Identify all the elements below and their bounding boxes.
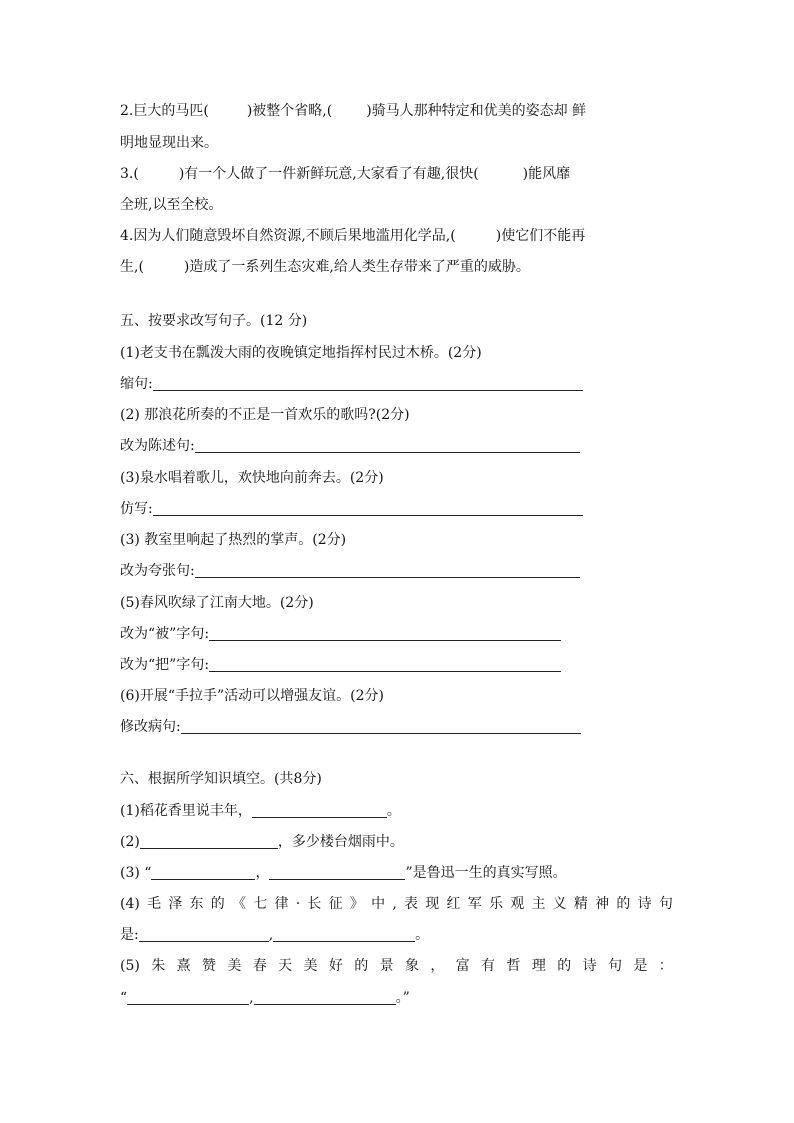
fill-poem-1 [120,801,680,821]
answer-line[interactable] [181,719,581,734]
rewrite-question-3: (3)泉水唱着歌儿，欢快地向前奔去。(2分) [120,470,384,486]
poem-char: 句 [658,896,673,912]
poem-char: ： [658,958,673,974]
poem-char: 义 [552,896,567,912]
poem-text: 。” [395,990,410,1006]
poem-char: 象 [404,958,419,974]
fill-poem-3 [120,863,680,883]
poem-char: 诗 [637,896,652,912]
poem-text: ，多少楼台烟雨中。 [277,834,404,850]
answer-line[interactable] [195,438,580,453]
question-4-2 [120,101,680,121]
question-text: 被整个省略, [252,103,327,119]
poem-char: 是 [633,958,648,974]
answer-label: 缩句: [120,376,153,392]
poem-char: 好 [328,958,343,974]
rewrite-question-6: (6)开展“手拉手”活动可以增强友谊。(2分) [120,688,384,704]
question-text: 造成了一系列生态灾难,给人类生存带来了严重的威胁。 [189,259,530,275]
answer-label: 改为“被”字句: [120,626,210,642]
poem-char: 美 [303,958,318,974]
answer-blank[interactable]: ( ) [133,166,185,182]
poem-char: 主 [531,896,546,912]
answer-row [120,374,680,394]
answer-line[interactable] [127,990,249,1005]
poem-text: (3) “ [120,865,152,881]
poem-char: 春 [252,958,267,974]
question-4-4 [120,226,680,246]
poem-char: ， [430,958,445,974]
poem-text: , [268,927,274,943]
question-number: 3. [120,166,134,182]
rewrite-question-4: (3) 教室里响起了热烈的掌声。(2分) [120,532,347,548]
answer-row [120,561,680,581]
question-text: 生, [120,259,139,275]
poem-text: ， [255,865,270,881]
rewrite-question-2: (2) 那浪花所奏的不正是一首欢乐的歌吗?(2分) [120,407,410,423]
question-text: 全班,以至全校。 [120,197,223,213]
answer-row [120,436,680,456]
poem-char: 诗 [582,958,597,974]
poem-char: 的 [616,896,631,912]
poem-text: ”是鲁迅一生的真实写照。 [405,865,567,881]
answer-line[interactable] [140,834,278,849]
question-text: 明地显现出来。 [120,135,218,151]
poem-char: 句 [607,958,622,974]
poem-text: “ [120,990,128,1006]
answer-line[interactable] [209,626,561,641]
question-text: 骑马人那种特定和优美的姿态却 鲜 [371,103,587,119]
poem-text: , [249,990,254,1006]
answer-row [120,624,680,644]
poem-char: 乐 [488,896,503,912]
rewrite-question-5: (5)春风吹绿了江南大地。(2分) [120,595,314,611]
poem-char: 景 [379,958,394,974]
answer-line[interactable] [151,865,255,880]
poem-text: 是: [120,927,139,943]
poem-char: 》 [349,896,364,912]
answer-label: 修改病句: [120,719,181,735]
poem-char: 哲 [506,958,521,974]
question-text: 有一个人做了一件新鲜玩意,大家看了有趣,很快 [184,166,474,182]
poem-char: 军 [467,896,482,912]
poem-text: 。 [415,927,430,943]
answer-blank[interactable]: ( ) [473,166,529,182]
fill-poem-2 [120,832,680,852]
answer-line[interactable] [252,803,387,818]
fill-poem-4-answer [120,925,680,945]
answer-row [120,717,680,737]
poem-char: 天 [278,958,293,974]
question-text: 使它们不能再 [501,228,586,244]
answer-label: 改为夸张句: [120,563,195,579]
poem-char: 美 [227,958,242,974]
answer-line[interactable] [195,563,580,578]
poem-char: 有 [481,958,496,974]
question-text: 因为人们随意毁坏自然资源,不顾后果地滥用化学品, [133,228,451,244]
section-6-heading: 六、根据所学知识填空。(共8分) [120,771,322,787]
poem-char: 的 [557,958,572,974]
rewrite-question-1: (1)老支书在瓢泼大雨的夜晚镇定地指挥村民过木桥。(2分) [120,345,482,361]
answer-line[interactable] [254,990,396,1005]
answer-row [120,655,680,675]
fill-poem-4 [120,894,673,914]
poem-char: 富 [455,958,470,974]
question-number: 4. [120,228,134,244]
answer-blank[interactable]: ( ) [326,103,372,119]
poem-char: 征 [328,896,343,912]
question-text: 能风靡 [528,166,571,182]
answer-label: 改为陈述句: [120,438,195,454]
question-text: 巨大的马匹 [133,103,204,119]
answer-blank[interactable]: ( ) [138,259,190,275]
question-4-3 [120,164,680,184]
poem-char: 中 [371,896,386,912]
poem-char: 精 [573,896,588,912]
poem-char: 《 [232,896,247,912]
poem-char: 朱 [151,958,166,974]
poem-char: 熹 [176,958,191,974]
poem-char: 长 [307,896,322,912]
poem-text: 。 [386,803,401,819]
poem-text: (2) [120,834,140,850]
question-number: 2. [120,103,134,119]
question-4-4-cont [120,257,680,277]
answer-line[interactable] [139,927,269,942]
poem-char: 的 [354,958,369,974]
answer-line[interactable] [153,501,583,516]
poem-char: 律 [274,896,289,912]
poem-char: 神 [595,896,610,912]
poem-char: 毛 [147,896,162,912]
poem-text: (1)稻花香里说丰年， [120,803,252,819]
fill-poem-5 [120,956,673,976]
poem-char: 观 [510,896,525,912]
answer-row [120,499,680,519]
fill-poem-5-answer [120,988,680,1008]
poem-char: , [392,896,397,912]
poem-char: (4) [120,896,140,912]
poem-char: 现 [425,896,440,912]
poem-char: 的 [210,896,225,912]
poem-char: 红 [446,896,461,912]
poem-char: 赞 [201,958,216,974]
answer-label: 改为“把”字句: [120,657,210,673]
section-5-heading: 五、按要求改写句子。(12 分) [120,313,308,329]
answer-line[interactable] [269,865,405,880]
poem-char: 理 [531,958,546,974]
poem-char: 东 [189,896,204,912]
answer-label: 仿写: [120,501,153,517]
answer-line[interactable] [209,657,561,672]
poem-char: (5) [120,958,140,974]
poem-char: · [295,896,301,912]
answer-line[interactable] [153,376,583,391]
poem-char: 表 [404,896,419,912]
poem-char: 七 [253,896,268,912]
answer-line[interactable] [273,927,415,942]
answer-blank[interactable]: ( ) [450,228,502,244]
answer-blank[interactable]: ( ) [203,103,253,119]
poem-char: 泽 [168,896,183,912]
